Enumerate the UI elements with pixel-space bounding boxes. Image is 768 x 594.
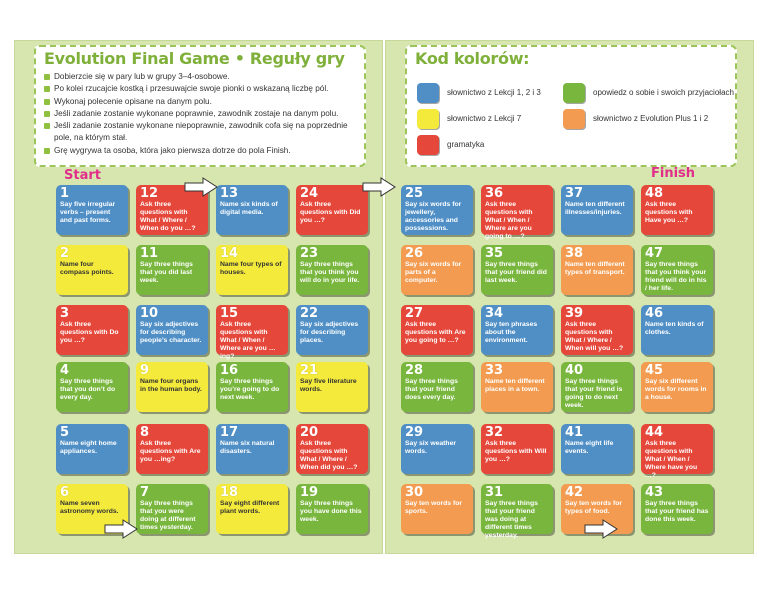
square-instruction: Say three things that you were doing at different times yesterday. xyxy=(140,500,196,531)
square-number: 36 xyxy=(485,186,504,201)
board-square-16[interactable] xyxy=(216,362,288,412)
board-square-28[interactable] xyxy=(401,362,473,412)
board-square-40[interactable] xyxy=(561,362,633,412)
legend-label: słownictwo z Evolution Plus 1 i 2 xyxy=(593,114,709,123)
square-instruction: Say six adjectives for describing people’s character. xyxy=(140,321,202,344)
board-square-10[interactable] xyxy=(136,305,208,355)
board-square-8[interactable] xyxy=(136,424,208,474)
board-square-13[interactable] xyxy=(216,185,288,235)
square-number: 29 xyxy=(405,425,424,440)
board-square-15[interactable] xyxy=(216,305,288,360)
square-instruction: Name four compass points. xyxy=(60,261,114,276)
square-number: 12 xyxy=(140,186,159,201)
square-number: 48 xyxy=(645,186,664,201)
square-number: 35 xyxy=(485,246,504,261)
board-square-36[interactable] xyxy=(481,185,553,240)
square-instruction: Name six kinds of digital media. xyxy=(220,201,278,216)
board-square-22[interactable] xyxy=(296,305,368,355)
square-instruction: Ask three questions with Are you going to …? xyxy=(405,321,466,344)
square-number: 38 xyxy=(565,246,584,261)
square-instruction: Say three things that you did last week. xyxy=(140,261,193,284)
board-square-48[interactable] xyxy=(641,185,713,235)
square-instruction: Ask three questions with What / Where / When will you …? xyxy=(565,321,624,352)
rule-item: Grę wygrywa ta osoba, która jako pierwsza dotrze do pola Finish. xyxy=(44,145,354,157)
legend-title: Kod kolorów: xyxy=(415,49,530,68)
board-square-32[interactable] xyxy=(481,424,553,474)
square-instruction: Say six words for parts of a computer. xyxy=(405,261,462,284)
square-number: 26 xyxy=(405,246,424,261)
start-label: Start xyxy=(64,168,101,183)
board-square-18[interactable] xyxy=(216,484,288,534)
square-number: 14 xyxy=(220,246,239,261)
square-number: 37 xyxy=(565,186,584,201)
square-instruction: Ask three questions with What / Where / When did you …? xyxy=(300,440,358,471)
board-square-19[interactable] xyxy=(296,484,368,534)
square-instruction: Ask three questions with Are you …ing? xyxy=(140,440,201,463)
board-square-7[interactable] xyxy=(136,484,208,534)
square-number: 41 xyxy=(565,425,584,440)
square-number: 3 xyxy=(60,306,70,321)
square-instruction: Ask three questions with Did you …? xyxy=(300,201,361,224)
rule-item: Jeśli zadanie zostanie wykonane niepoprawnie, zawodnik cofa się na poprzednie pole, na którym stał. xyxy=(44,120,354,145)
square-number: 21 xyxy=(300,363,319,378)
square-instruction: Name seven astronomy words. xyxy=(60,500,119,515)
board-square-43[interactable] xyxy=(641,484,713,534)
square-instruction: Name four organs in the human body. xyxy=(140,378,202,393)
square-instruction: Say six adjectives for describing places. xyxy=(300,321,359,344)
board-square-24[interactable] xyxy=(296,185,368,235)
finish-label: Finish xyxy=(651,166,696,181)
square-instruction: Name ten kinds of clothes. xyxy=(645,321,704,336)
square-instruction: Name ten different illnesses/injuries. xyxy=(565,201,625,216)
square-number: 33 xyxy=(485,363,504,378)
square-instruction: Say ten phrases about the environment. xyxy=(485,321,538,344)
square-number: 6 xyxy=(60,485,70,500)
square-number: 15 xyxy=(220,306,239,321)
square-instruction: Say three things you have done this week. xyxy=(300,500,362,523)
square-number: 43 xyxy=(645,485,664,500)
board-square-30[interactable] xyxy=(401,484,473,534)
square-instruction: Say three things that your friend is going to do next week. xyxy=(565,378,623,409)
square-instruction: Ask three questions with What / When / Where are you …ing? xyxy=(220,321,276,360)
square-number: 47 xyxy=(645,246,664,261)
rule-item: Po kolei rzucajcie kostką i przesuwajcie swoje pionki o wskazaną liczbę pól. xyxy=(44,83,354,95)
board-square-44[interactable] xyxy=(641,424,713,479)
square-instruction: Say three things you’re going to do next week. xyxy=(220,378,280,401)
square-number: 40 xyxy=(565,363,584,378)
square-instruction: Say three things that your friend did last week. xyxy=(485,261,547,284)
square-number: 32 xyxy=(485,425,504,440)
board-square-38[interactable] xyxy=(561,245,633,295)
board-square-20[interactable] xyxy=(296,424,368,474)
board-square-17[interactable] xyxy=(216,424,288,474)
rule-item: Wykonaj polecenie opisane na danym polu. xyxy=(44,96,354,108)
square-number: 22 xyxy=(300,306,319,321)
square-number: 28 xyxy=(405,363,424,378)
board-square-5[interactable] xyxy=(56,424,128,474)
board-square-47[interactable] xyxy=(641,245,713,295)
square-instruction: Say three things that your friend does every day. xyxy=(405,378,458,401)
square-number: 8 xyxy=(140,425,150,440)
legend-label: słownictwo z Lekcji 1, 2 i 3 xyxy=(447,88,541,97)
square-number: 45 xyxy=(645,363,664,378)
rules-title: Evolution Final Game • Reguły gry xyxy=(44,49,345,68)
rule-item: Jeśli zadanie zostanie wykonane poprawnie, zawodnik zostaje na danym polu. xyxy=(44,108,354,120)
square-number: 39 xyxy=(565,306,584,321)
arrow-right-icon xyxy=(183,176,219,198)
board-square-25[interactable] xyxy=(401,185,473,235)
square-instruction: Say six different words for rooms in a house. xyxy=(645,378,707,401)
square-number: 24 xyxy=(300,186,319,201)
square-instruction: Ask three questions with Will you …? xyxy=(485,440,547,463)
square-number: 25 xyxy=(405,186,424,201)
square-instruction: Ask three questions with What / Where / When do you …? xyxy=(140,201,196,232)
square-number: 20 xyxy=(300,425,319,440)
board-square-3[interactable] xyxy=(56,305,128,355)
square-instruction: Name eight home appliances. xyxy=(60,440,117,455)
legend-label: opowiedz o sobie i swoich przyjaciołach xyxy=(593,88,734,97)
square-number: 46 xyxy=(645,306,664,321)
square-number: 17 xyxy=(220,425,239,440)
board-square-9[interactable] xyxy=(136,362,208,412)
square-number: 10 xyxy=(140,306,159,321)
square-instruction: Say ten words for types of food. xyxy=(565,500,623,515)
board-square-21[interactable] xyxy=(296,362,368,412)
square-instruction: Say five literature words. xyxy=(300,378,357,393)
square-number: 19 xyxy=(300,485,319,500)
legend-label: gramatyka xyxy=(447,140,485,149)
board-square-1[interactable] xyxy=(56,185,128,235)
square-number: 30 xyxy=(405,485,424,500)
rule-item: Dobierzcie się w pary lub w grupy 3–4-osobowe. xyxy=(44,71,354,83)
square-instruction: Name ten different places in a town. xyxy=(485,378,545,393)
square-number: 16 xyxy=(220,363,239,378)
arrow-right-icon xyxy=(583,518,619,540)
square-instruction: Say three things that you think your friend will do in his / her life. xyxy=(645,261,707,292)
square-number: 1 xyxy=(60,186,70,201)
square-instruction: Name six natural disasters. xyxy=(220,440,275,455)
arrow-right-icon xyxy=(361,176,397,198)
square-number: 44 xyxy=(645,425,664,440)
board-square-27[interactable] xyxy=(401,305,473,355)
board-square-4[interactable] xyxy=(56,362,128,412)
square-number: 34 xyxy=(485,306,504,321)
board-square-35[interactable] xyxy=(481,245,553,295)
square-instruction: Say five irregular verbs – present and past forms. xyxy=(60,201,116,224)
board-square-29[interactable] xyxy=(401,424,473,474)
square-number: 31 xyxy=(485,485,504,500)
square-instruction: Say eight different plant words. xyxy=(220,500,280,515)
square-number: 11 xyxy=(140,246,159,261)
board-square-46[interactable] xyxy=(641,305,713,355)
board-square-11[interactable] xyxy=(136,245,208,295)
arrow-right-icon xyxy=(103,518,139,540)
square-instruction: Say three things that your friend has done this week. xyxy=(645,500,709,523)
square-instruction: Say six words for jewellery, accessories and possessions. xyxy=(405,201,462,232)
square-number: 5 xyxy=(60,425,70,440)
square-instruction: Ask three questions with Do you …? xyxy=(60,321,119,344)
board-square-26[interactable] xyxy=(401,245,473,295)
square-number: 4 xyxy=(60,363,70,378)
square-instruction: Say three things that you think you will do in your life. xyxy=(300,261,360,284)
board-square-14[interactable] xyxy=(216,245,288,295)
square-number: 13 xyxy=(220,186,239,201)
square-instruction: Name ten different types of transport. xyxy=(565,261,625,276)
square-instruction: Say three things that your friend was doing at different times yesterday. xyxy=(485,500,538,539)
square-number: 7 xyxy=(140,485,150,500)
board-square-41[interactable] xyxy=(561,424,633,474)
square-instruction: Ask three questions with What / When / Where are you going to …? xyxy=(485,201,533,240)
square-number: 23 xyxy=(300,246,319,261)
square-instruction: Name eight life events. xyxy=(565,440,614,455)
board-square-45[interactable] xyxy=(641,362,713,412)
square-number: 2 xyxy=(60,246,70,261)
square-instruction: Say three things that you don’t do every day. xyxy=(60,378,116,401)
board-square-31[interactable] xyxy=(481,484,553,539)
board-square-33[interactable] xyxy=(481,362,553,412)
square-number: 42 xyxy=(565,485,584,500)
board-square-2[interactable] xyxy=(56,245,128,295)
square-instruction: Ask three questions with What / When / Where have you …? xyxy=(645,440,698,479)
board-square-34[interactable] xyxy=(481,305,553,355)
board-square-23[interactable] xyxy=(296,245,368,295)
board-square-37[interactable] xyxy=(561,185,633,235)
square-instruction: Say ten words for sports. xyxy=(405,500,463,515)
square-instruction: Say six weather words. xyxy=(405,440,457,455)
square-instruction: Name four types of houses. xyxy=(220,261,282,276)
square-number: 18 xyxy=(220,485,239,500)
square-number: 27 xyxy=(405,306,424,321)
square-instruction: Ask three questions with Have you …? xyxy=(645,201,693,224)
board-square-39[interactable] xyxy=(561,305,633,355)
legend-label: słownictwo z Lekcji 7 xyxy=(447,114,522,123)
square-number: 9 xyxy=(140,363,150,378)
